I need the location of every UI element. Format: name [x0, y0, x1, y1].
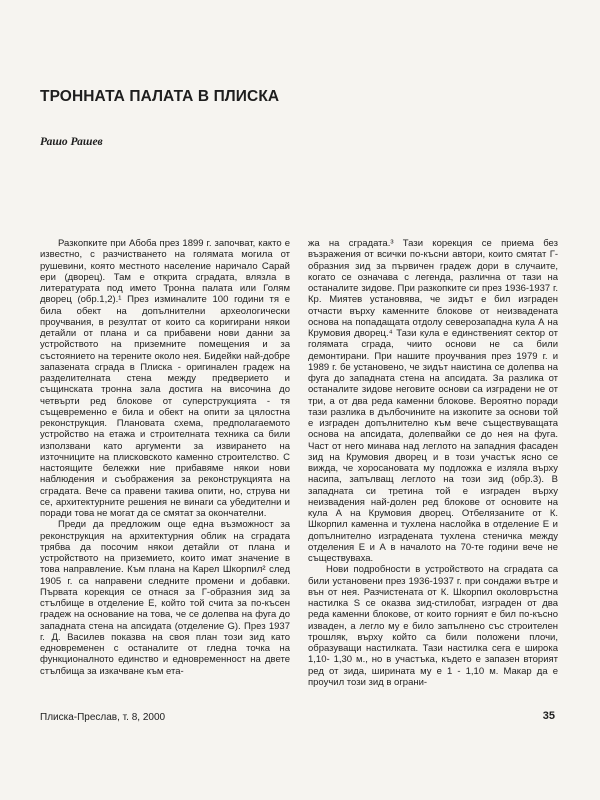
body-paragraph: Разкопките при Абоба през 1899 г. започват, както е известно, с разчистването на голямата могила от рушевини, която местното население наричало Сарай ери (дворец). Там е открита сградата, влязла в литературата под името Тронна палата или Голям дворец (обр.1,2).¹ През изминалите 100 години тя е била обект на допълнителни археологически проучвания, в резултат от които са коригирани някои детайли от плана и са прибавени нови данни за устройството на приземните помещения и за състоянието на терените около нея. Бидейки най-добре запазената сграда в Плиска - оригинален градеж на разделителната стена между предверието и същинската тронна зала достига на височина до четвърти ред блокове от суперструкцията - тя същевременно е била и обект на опити за цялостна реконструкция. Плановата схема, предполагаемото устройство на етажа и строителната техника са били използвани като аргументи за извирането на източниците на плисковското каменно строителство. С настоящите бележки ние прибавяме някои нови наблюдения и съображения за реконструкцията на сградата. Вече са правени такива опити, но, струва ни се, архитектурните решения не винаги са убедителни и поради това не могат да се смятат за окончателни. [40, 238, 290, 519]
article-author: Рашо Рашев [40, 136, 103, 148]
journal-reference: Плиска-Преслав, т. 8, 2000 [40, 712, 166, 723]
body-paragraph: Преди да предложим още една възможност за реконструкция на архитектурния облик на сградата трябва да посочим някои детайли от плана и устройството на приземието, които имат значение в това направление. Към плана на Карел Шкорпил² след 1905 г. са направени следните промени и добавки. Първата корекция се отнася за Г-образния зид за стълбище в отделение Е, който той счита за по-късен градеж на основание на това, че се долепва на фуга до западната стена на апсидата (отделение G). През 1937 г. Д. Василев показва на своя план този зид като едновременен с останалите от гледна точка на функционалното единство и едновременност на двете стълбища за изкачване към ета- [40, 519, 290, 677]
body-paragraph: жа на сградата.³ Тази корекция се приема без възражения от всички по-късни автори, които смятат Г-образния зид за първичен градеж дори в случаите, когато се означава с легенда, различна от тази на останалите зидове. При разкопките си през 1936-1937 г. Кр. Миятев установява, че зидът е бил изграден отчасти върху каменните блокове от неизвадената основа на попадащата отдолу северозападна кула А на Крумовия дворец.⁴ Тази кула е единственият сектор от голямата сграда, чиито основи не са били демонтирани. При нашите проучвания през 1979 г. и 1989 г. бе установено, че зидът наистина се долепва на фуга до западната стена на апсидата. За разлика от останалите зидове неговите основи са изградени не от три, а от два реда каменни блокове. Вероятно поради тази разлика в дълбочините на изкопите за основи той е изграден допълнително към вече съществуващата основа на апсидата, долепвайки се до нея на фуга. Част от него минава над леглото на западния фасаден зид на Крумовия дворец и в този участък ясно се вижда, че хоросановата му подложка е изляла върху насипа, запълващ леглото на този зид (обр.3). В западната си третина той е изграден върху неизвадения най-долен ред блокове от основите на кула А на Крумовия дворец. Отбелязаните от К. Шкорпил каменна и тухлена наслойка в отделение Е и допълнително изградената тухлена стеничка между отделения Е и А в началото на 70-те години вече не съществуваха. [308, 238, 558, 564]
article-title: ТРОННАТА ПАЛАТА В ПЛИСКА [40, 88, 280, 105]
body-paragraph: Нови подробности в устройството на сградата са били установени през 1936-1937 г. при сондажи вътре и вън от нея. Разчистената от К. Шкорпил околовръстна настилка S се оказва зид-стилобат, изграден от два реда каменни блокове, от които горният е бил по-късно извaден, а легло му е било запълнено със строителен трошляк, върху който са били положени плочи, образуващи настилката. Тази настилка сега е широка 1,10- 1,30 м., но в участъка, където е запазен вторият ред от зида, ширината му е 1 - 1,10 м. Макар да е проучил този зид в ограни- [308, 564, 558, 688]
page-number: 35 [542, 710, 555, 722]
text-column-right [308, 238, 558, 690]
text-column-left [40, 238, 290, 690]
